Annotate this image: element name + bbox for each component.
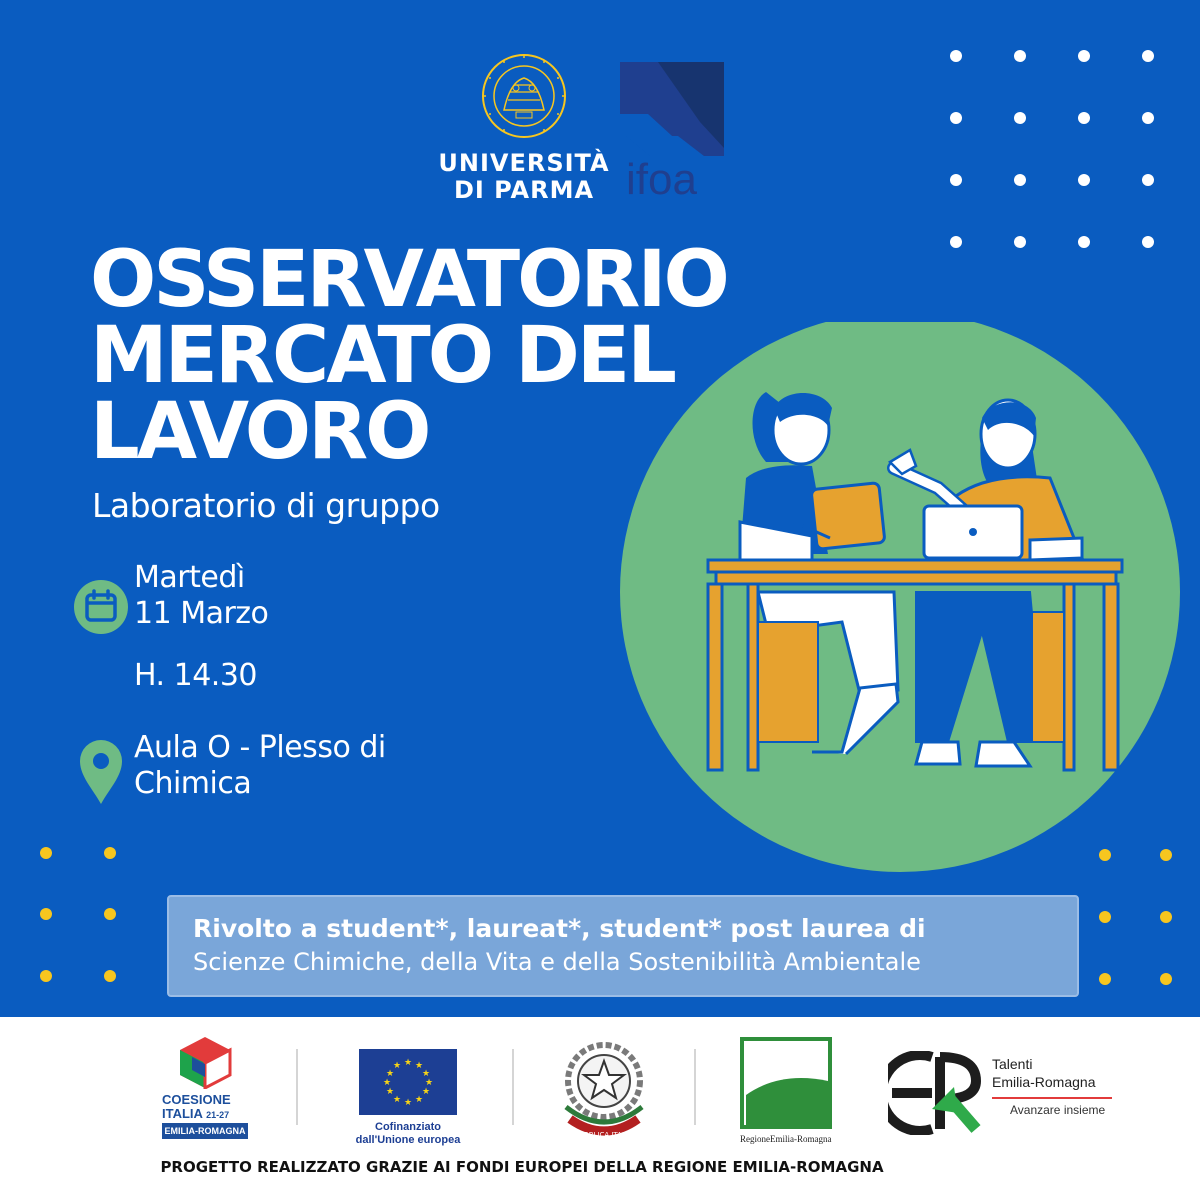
decorative-dot [1142, 236, 1154, 248]
talenti-line1: Talenti [992, 1056, 1033, 1072]
decorative-dot [1014, 112, 1026, 124]
decorative-dot [1078, 112, 1090, 124]
event-time: H. 14.30 [134, 658, 257, 693]
ifoa-logo [620, 62, 724, 198]
university-of-parma-logo [438, 52, 610, 204]
decorative-dot [104, 847, 116, 859]
eu-line1: Cofinanziato [375, 1121, 441, 1133]
talenti-tagline: Avanzare insieme [1010, 1103, 1106, 1117]
talenti-emilia-romagna-logo [888, 1051, 1128, 1137]
coesione-line1: COESIONE [162, 1092, 231, 1107]
eu-cofinanziato-logo [338, 1049, 478, 1145]
svg-text:★: ★ [385, 1069, 395, 1079]
audience-line1: Rivolto a student*, laureat*, student* post laurea di [193, 914, 926, 943]
coesione-cube-icon [178, 1037, 232, 1089]
audience-box [167, 895, 1079, 997]
decorative-dot [104, 970, 116, 982]
location-line2: Chimica [134, 766, 252, 801]
decorative-dot [950, 236, 962, 248]
eu-flag-icon [359, 1049, 457, 1115]
ifoa-wordmark: ifoa [626, 155, 697, 198]
location-line1: Aula O - Plesso di [134, 730, 386, 765]
svg-text:★: ★ [392, 1095, 402, 1105]
location-pin-icon [78, 738, 124, 806]
decorative-dot [40, 908, 52, 920]
decorative-dot [40, 847, 52, 859]
decorative-dot [1014, 50, 1026, 62]
calendar-icon [74, 580, 128, 634]
svg-text:★: ★ [424, 1078, 434, 1088]
coesione-region: EMILIA-ROMAGNA [162, 1123, 248, 1139]
decorative-dot [104, 908, 116, 920]
sponsor-footer [0, 1017, 1200, 1200]
svg-text:★: ★ [403, 1058, 413, 1068]
decorative-dot [1014, 174, 1026, 186]
event-location [134, 730, 386, 802]
decorative-dot [1014, 236, 1026, 248]
talenti-underline [992, 1097, 1112, 1099]
regione-text: RegioneEmilia-Romagna [740, 1134, 832, 1144]
decorative-dot [1142, 50, 1154, 62]
coesione-italia-logo [160, 1037, 252, 1143]
decorative-dot [1099, 973, 1111, 985]
repubblica-italiana-emblem [556, 1037, 652, 1143]
decorative-dot [1078, 50, 1090, 62]
decorative-dot [950, 174, 962, 186]
er-mark-icon [888, 1051, 984, 1135]
decorative-dot [950, 112, 962, 124]
footer-divider [512, 1049, 514, 1125]
audience-line2: Scienze Chimiche, della Vita e della Sostenibilità Ambientale [193, 948, 921, 976]
title-line1: OSSERVATORIO [90, 235, 727, 325]
coesione-line2: ITALIA [162, 1106, 203, 1121]
svg-text:★: ★ [421, 1069, 431, 1079]
svg-text:★: ★ [382, 1078, 392, 1088]
decorative-dot [1078, 174, 1090, 186]
regione-shield-icon [740, 1037, 832, 1129]
event-title [90, 235, 810, 477]
decorative-dot [40, 970, 52, 982]
university-seal-icon [480, 52, 568, 140]
decorative-dot [1142, 112, 1154, 124]
svg-text:★: ★ [421, 1087, 431, 1097]
decorative-dot [1099, 911, 1111, 923]
footer-divider [296, 1049, 298, 1125]
decorative-dot [1078, 236, 1090, 248]
university-name-line1: UNIVERSITÀ [438, 149, 610, 177]
svg-text:★: ★ [403, 1098, 413, 1108]
decorative-dot [1160, 973, 1172, 985]
coesione-years: 21-27 [206, 1110, 230, 1120]
university-name-line2: DI PARMA [453, 176, 595, 204]
svg-text:★: ★ [414, 1061, 424, 1071]
footer-divider [694, 1049, 696, 1125]
decorative-dot [950, 50, 962, 62]
eu-line2: dall'Unione europea [355, 1134, 461, 1146]
event-date-value: 11 Marzo [134, 596, 269, 631]
title-line3: LAVORO [90, 387, 429, 477]
event-subtitle: Laboratorio di gruppo [92, 486, 440, 525]
svg-text:★: ★ [414, 1095, 424, 1105]
event-date [134, 560, 268, 632]
decorative-dot [1160, 911, 1172, 923]
svg-text:★: ★ [385, 1087, 395, 1097]
talenti-line2: Emilia-Romagna [992, 1074, 1096, 1090]
decorative-dot [1142, 174, 1154, 186]
svg-text:★: ★ [392, 1061, 402, 1071]
repubblica-text: REPUBBLICA ITALIANA [565, 1131, 643, 1139]
regione-emilia-romagna-logo [740, 1037, 836, 1147]
footer-caption: PROGETTO REALIZZATO GRAZIE AI FONDI EUROPEI DELLA REGIONE EMILIA-ROMAGNA [160, 1158, 884, 1176]
event-day: Martedì [134, 560, 245, 595]
title-line2: MERCATO DEL [90, 311, 674, 401]
